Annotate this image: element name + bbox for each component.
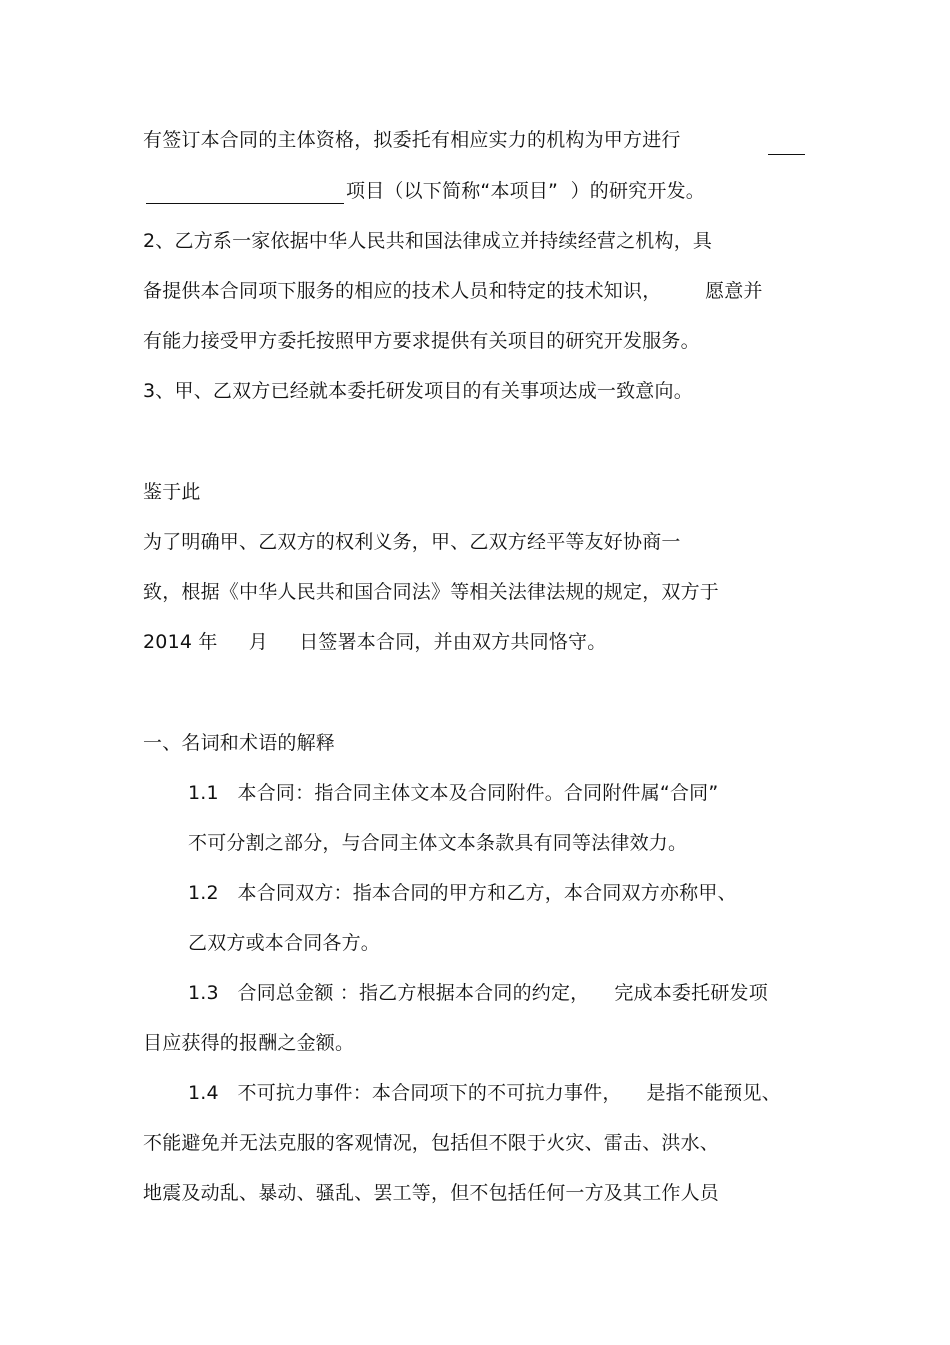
clause-1-3: 1.3 合同总金额 ：指乙方根据本合同的约定， 完成本委托研发项 <box>188 982 768 1004</box>
blank-underline-long <box>146 203 344 204</box>
text-line: 不可分割之部分，与合同主体文本条款具有同等法律效力。 <box>188 832 688 854</box>
text-line: 备提供本合同项下服务的相应的技术人员和特定的技术知识， 愿意并 <box>143 280 763 302</box>
text-line: 有签订本合同的主体资格，拟委托有相应实力的机构为甲方进行 <box>143 129 681 151</box>
text-line: 不能避免并无法克服的客观情况，包括但不限于火灾、雷击、洪水、 <box>143 1132 720 1154</box>
text-line: 乙双方或本合同各方。 <box>188 932 381 954</box>
clause-1-1: 1.1 本合同：指合同主体文本及合同附件。合同附件属“合同” <box>188 782 719 804</box>
text-line: 鉴于此 <box>143 481 201 503</box>
section-heading: 一、名词和术语的解释 <box>143 732 336 754</box>
clause-1-2: 1.2 本合同双方：指本合同的甲方和乙方，本合同双方亦称甲、 <box>188 882 737 904</box>
clause-1-4: 1.4 不可抗力事件：本合同项下的不可抗力事件， 是指不能预见、 <box>188 1082 781 1104</box>
text-line: 2、乙方系一家依据中华人民共和国法律成立并持续经营之机构，具 <box>143 230 713 252</box>
text-line: 地震及动乱、暴动、骚乱、罢工等，但不包括任何一方及其工作人员 <box>143 1182 720 1204</box>
text-line: 项目（以下简称“本项目” ）的研究开发。 <box>346 180 705 202</box>
blank-underline-short <box>768 154 805 155</box>
text-line: 致，根据《中华人民共和国合同法》等相关法律法规的规定，双方于 <box>143 581 720 603</box>
text-line: 为了明确甲、乙双方的权利义务，甲、乙双方经平等友好协商一 <box>143 531 681 553</box>
text-line: 2014 年 月 日签署本合同，并由双方共同恪守。 <box>143 631 607 653</box>
text-line: 有能力接受甲方委托按照甲方要求提供有关项目的研究开发服务。 <box>143 330 700 352</box>
text-line: 3、甲、乙双方已经就本委托研发项目的有关事项达成一致意向。 <box>143 380 693 402</box>
text-line: 目应获得的报酬之金额。 <box>143 1032 355 1054</box>
